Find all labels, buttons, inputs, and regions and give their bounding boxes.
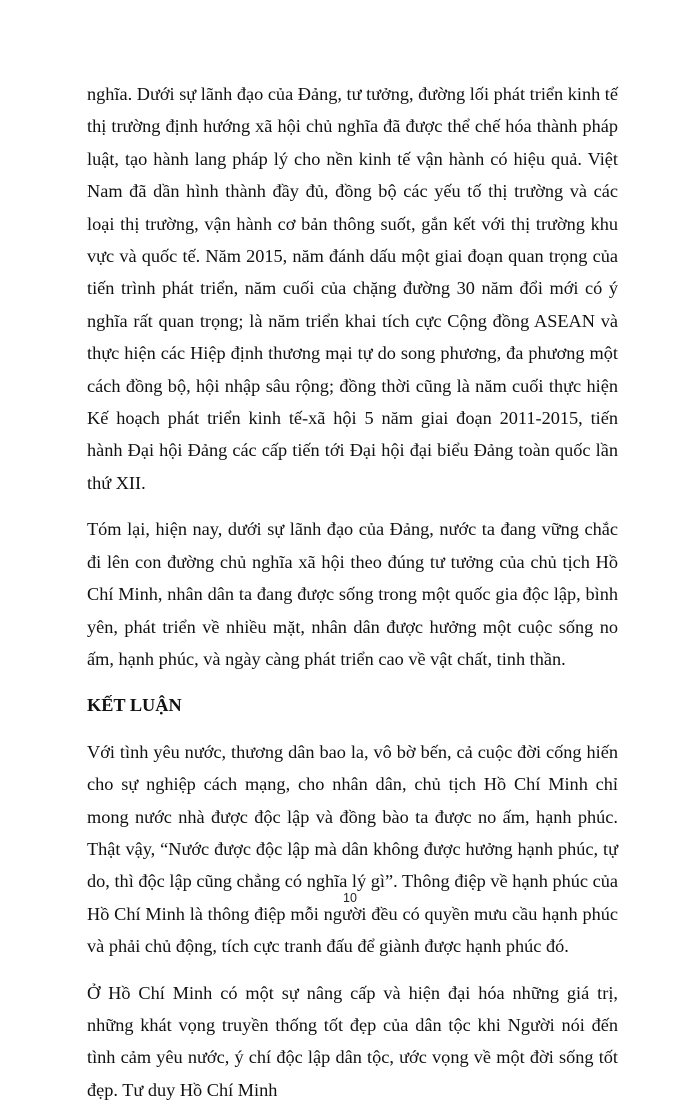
body-paragraph-3: Với tình yêu nước, thương dân bao la, vô bờ bến, cả cuộc đời cống hiến cho sự nghiệp cách mạng, cho nhân dân, chủ tịch Hồ Chí Minh chỉ mong nước nhà được độc lập và đồng bào ta được no ấm, hạnh phúc. Thật vậy, “Nước được độc lập mà dân không được hưởng hạnh phúc, tự do, thì độc lập cũng chẳng có nghĩa lý gì”. Thông điệp về hạnh phúc của Hồ Chí Minh là thông điệp mỗi người đều có quyền mưu cầu hạnh phúc và phải chủ động, tích cực tranh đấu để giành được hạnh phúc đó. xyxy=(87,741,618,957)
section-heading-conclusion: KẾT LUẬN xyxy=(87,695,182,716)
body-paragraph-1: nghĩa. Dưới sự lãnh đạo của Đảng, tư tưởng, đường lối phát triển kinh tế thị trường định hướng xã hội chủ nghĩa đã được thể chế hóa thành pháp luật, tạo hành lang pháp lý cho nền kinh tế vận hành có hiệu quả. Việt Nam đã dần hình thành đầy đủ, đồng bộ các yếu tố thị trường và các loại thị trường, vận hành cơ bản thông suốt, gắn kết với thị trường khu vực và quốc tế. Năm 2015, năm đánh dấu một giai đoạn quan trọng của tiến trình phát triển, năm cuối của chặng đường 30 năm đổi mới có ý nghĩa rất quan trọng; là năm triển khai tích cực Cộng đồng ASEAN và thực hiện các Hiệp định thương mại tự do song phương, đa phương một cách đồng bộ, hội nhập sâu rộng; đồng thời cũng là năm cuối thực hiện Kế hoạch phát triển kinh tế-xã hội 5 năm giai đoạn 2011-2015, tiến hành Đại hội Đảng các cấp tiến tới Đại hội đại biểu Đảng toàn quốc lần thứ XII. xyxy=(87,84,618,493)
page-number: 10 xyxy=(343,891,357,905)
body-paragraph-2: Tóm lại, hiện nay, dưới sự lãnh đạo của Đảng, nước ta đang vững chắc đi lên con đường chủ nghĩa xã hội theo đúng tư tưởng của chủ tịch Hồ Chí Minh, nhân dân ta đang được sống trong một quốc gia độc lập, bình yên, phát triển về nhiều mặt, nhân dân được hưởng một cuộc sống no ấm, hạnh phúc, và ngày càng phát triển cao về vật chất, tinh thần. xyxy=(87,519,618,669)
body-paragraph-4: Ở Hồ Chí Minh có một sự nâng cấp và hiện đại hóa những giá trị, những khát vọng truyền thống tốt đẹp của dân tộc khi Người nói đến tình cảm yêu nước, ý chí độc lập dân tộc, ước vọng về một đời sống tốt đẹp. Tư duy Hồ Chí Minh xyxy=(87,982,618,1100)
document-body xyxy=(87,78,618,1106)
